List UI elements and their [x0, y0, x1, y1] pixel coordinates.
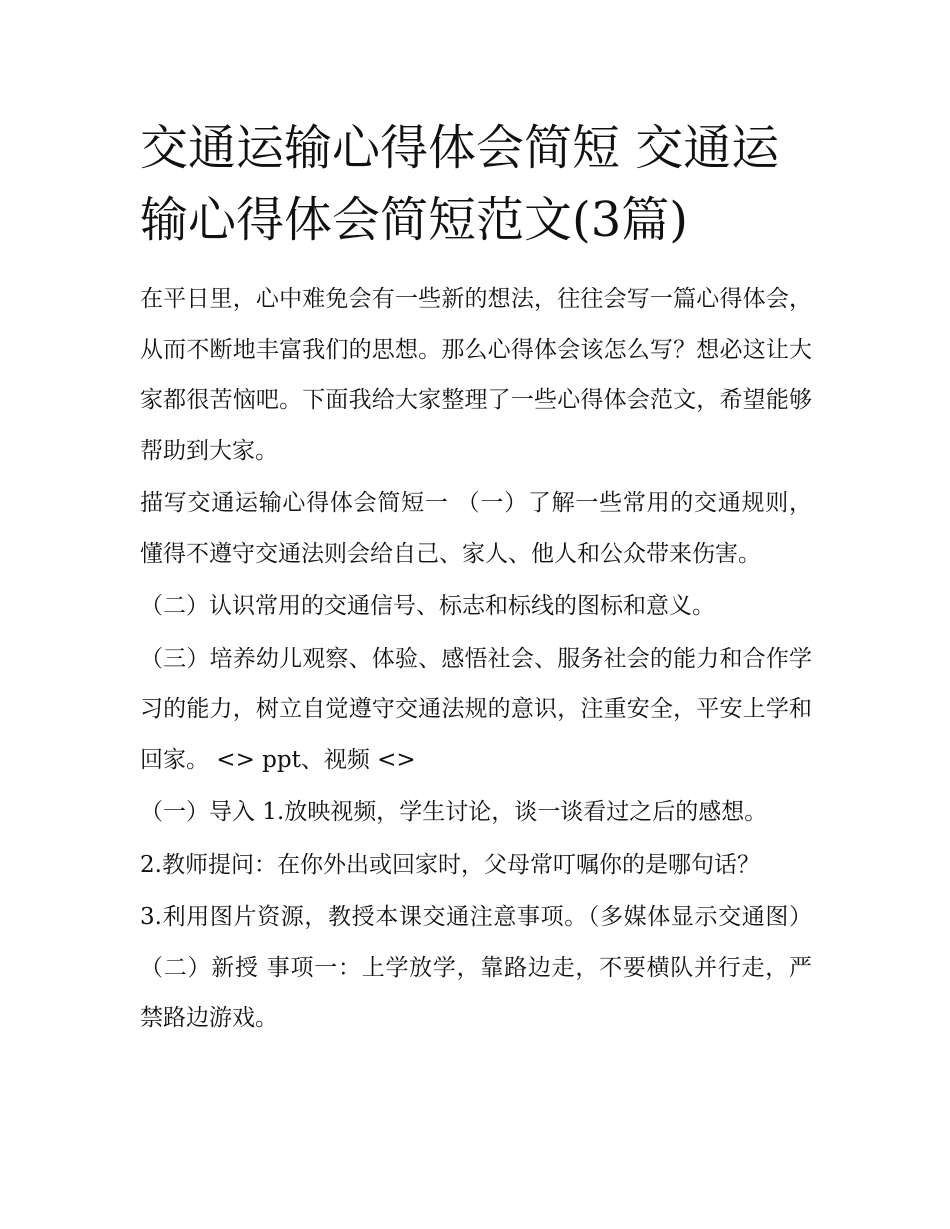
paragraph-step-two: 2.教师提问：在你外出或回家时，父母常叮嘱你的是哪句话？	[140, 851, 760, 878]
document-title: 交通运输心得体会简短 交通运输心得体会简短范文(3篇)	[140, 120, 780, 248]
paragraph-goal-two: （二）认识常用的交通信号、标志和标线的图标和意义。	[140, 593, 715, 619]
paragraph-goal-three: （三）培养幼儿观察、体验、感悟社会、服务社会的能力和合作学习的能力，树立自觉遵守交通法规的意识，注重安全，平安上学和回家。 <> ppt、视频 <>	[140, 645, 812, 773]
paragraph-step-one: （一）导入 1.放映视频，学生讨论，谈一谈看过之后的感想。	[140, 799, 768, 825]
paragraph-section-one: 描写交通运输心得体会简短一 （一）了解一些常用的交通规则，懂得不遵守交通法则会给自己、家人、他人和公众带来伤害。	[140, 490, 812, 567]
document-body	[140, 112, 812, 1046]
paragraph-intro: 在平日里，心中难免会有一些新的想法，往往会写一篇心得体会，从而不断地丰富我们的思想。那么心得体会该怎么写？想必这让大家都很苦恼吧。下面我给大家整理了一些心得体会范文，希望能够帮助到大家。	[140, 286, 812, 464]
paragraph-step-three: 3.利用图片资源，教授本课交通注意事项。（多媒体显示交通图） （二）新授 事项一：上学放学，靠路边走，不要横队并行走，严禁路边游戏。	[140, 904, 812, 1031]
